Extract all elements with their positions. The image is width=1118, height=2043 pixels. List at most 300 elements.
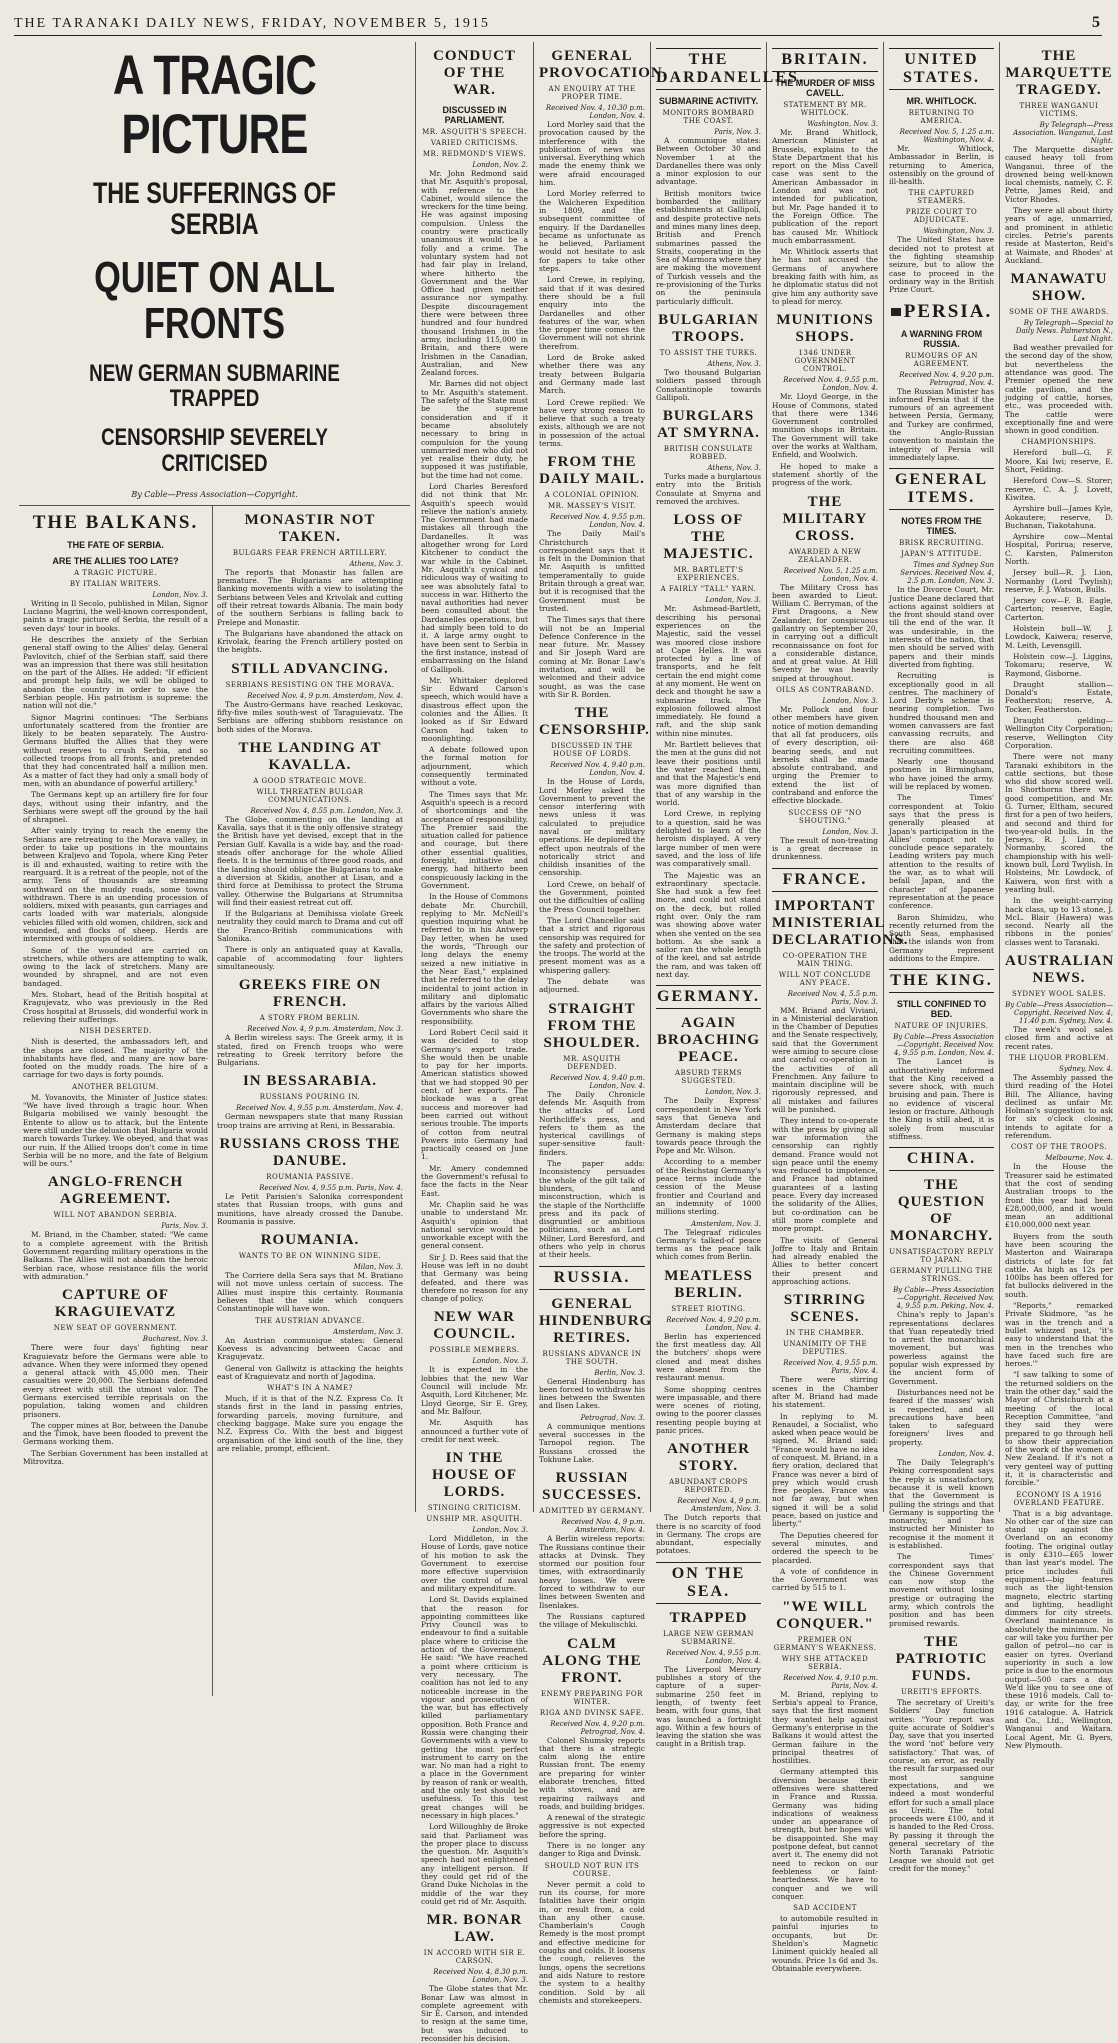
article-paragraph: Germany attempted this diversion because their offensives were shattered in France and Russia. Germany was hiding indications of weakness under an appearance of strength, but her hopes will be disappointed. She may postpone defeat, but cannot avert it. The enemy did not need to reckon on our feebleness or faint-heartedness. We have to conquer and we will conquer.	[772, 1767, 878, 1901]
dateline: London, Nov. 3.	[472, 1357, 528, 1366]
article-headline: THE CENSORSHIP.	[539, 705, 650, 739]
article-paragraph: M. Yovanovits, the Minister of Justice states: "We have lived through a tragic hour. When Bulgaria mobilised we vainly besought the Entente to allow us to attack, but the Entente were still under the delusion that Bulgaria would march towards Turkey. We obeyed, and that was our ruin. If the Allied troops don't come in time Serbia will be no more, and the fate of Belgium will be ours."	[23, 1092, 208, 1169]
article-subhead: THE LIQUOR PROBLEM.	[1009, 1053, 1109, 1062]
dateline: Washington, Nov. 3.	[923, 227, 994, 236]
column-1	[19, 506, 213, 1696]
article-paragraph: A vote of confidence in the Government was carried by 515 to 1.	[772, 1566, 878, 1593]
banner-subhead-2: QUIET ON ALL FRONTS	[94, 252, 335, 348]
article-paragraph: Mr. Brand Whitlock, American Minister at Brussels, explains to the State Department that his report on the Miss Cavell case was sent to the American Ambassador in London and was not intended for publication, but Mr. Page handed it to the Foreign Office. The publication of the report has caused Mr. Whitlock much embarrassment.	[772, 128, 878, 245]
article-paragraph: Mr. Lloyd George, in the House of Commons, stated that there were 1346 Government controlled munition shops in Britain. The Government will take over the works at Waltham, Enfield, and Woolwich.	[772, 392, 878, 460]
article-subhead: A COLONIAL OPINION.	[544, 491, 640, 500]
article-subhead: VARIED CRITICISMS.	[430, 139, 519, 147]
column-grid	[14, 42, 1115, 2043]
article-headline: ANOTHER STORY.	[667, 1441, 750, 1475]
article-paragraph: The reports that Monastir has fallen are premature. The Bulgarians are attempting flanking movements with a view to isolating the Serbians between Veles and Krivolak and cutting off their retreat towards Albania. The main body of the southern Serbians is falling back to Prelepe and Monastir.	[217, 567, 403, 627]
dateline: Received Nov. 4, 9.20 p.m. Petrograd, Nov. 4.	[550, 1719, 645, 1736]
article-paragraph: Berlin has experienced the first meatless day. All the butchers' shops were closed and meat dishes were absent from the restaurant menus.	[656, 1331, 761, 1383]
article-headline: STIRRING SCENES.	[783, 1292, 867, 1326]
article-paragraph: The visits of General Joffre to Italy and Britain had already enabled the Allies to better concert their present and approaching actions.	[772, 1235, 878, 1287]
article-paragraph: Mrs. Stobart, head of the British hospital at Kragujevatz, who was previously in the Red Cross hospital at Brussels, did wonderful work in relieving their sufferings.	[23, 990, 208, 1024]
article-paragraph: The Germans kept up an artillery fire for four days, without using their infantry, and the Serbians were swept off the ground by the hail of shrapnel.	[23, 790, 208, 825]
article-paragraph: German newspapers state that many Russian troop trains are arriving at Reni, in Bessarabia.	[217, 1112, 403, 1130]
dateline: Melbourne, Nov. 4.	[1045, 1154, 1113, 1163]
article-paragraph: Mr. Whitlock, Ambassador in Berlin, is returning to America, ostensibly on the ground of ill-health.	[889, 144, 994, 187]
advertisement-headline: SHOULD NOT RUN ITS COURSE.	[544, 1861, 640, 1878]
section-headline: UNITED STATES.	[889, 48, 994, 90]
article-subhead: MR. MASSEY'S VISIT.	[547, 502, 636, 511]
article-paragraph: "Reports," remarked Private Skidmore, "as he was in the trench and a bullet whizzed past, 'it's easy to understand that the men in the trenches who have faced such fire are heroes.'"	[1005, 1301, 1113, 1369]
article-subhead: A TRAGIC PICTURE.	[74, 568, 157, 577]
section-headline: RUSSIA.	[539, 1266, 645, 1290]
article-headline: STRAIGHT FROM THE SHOULDER.	[543, 1000, 641, 1051]
article-paragraph: The secretary of Ureiti's Soldiers' Day function writes: "Your report was quite accurate of Soldier's Day, save that you inserted the word 'not' before very satisfactory.' That was, of course, an error, as really the result far surpassed our most sanguine expectations, and we indeed a most wonderful effort for such a small place as Ureiti. The total proceeds were £100, and it is handed to the Red Cross. By passing it through the general secretary of the North Taranaki Patriotic League we should not get credit for the money."	[889, 1697, 994, 1873]
article-headline: CONDUCT OF THE WAR.	[433, 48, 516, 98]
article-subhead: UNSATISFACTORY REPLY TO JAPAN.	[889, 1248, 994, 1265]
article-paragraph: Lord Crewe, on behalf of the Government, pointed out the difficulties of calling the Press Council together.	[539, 879, 645, 914]
article-subhead: IN ACCORD WITH SIR E. CARSON.	[423, 1949, 526, 1966]
article-paragraph: A Berlin wireless says: The Greek army, it is stated, fired on French troops who were retreating to Greek territory before the Bulgarians.	[217, 1033, 403, 1068]
article-headline: AUSTRALIAN NEWS.	[1005, 953, 1115, 987]
article-subhead: MR. REDMOND'S VIEWS.	[422, 150, 527, 158]
article-subhead: CHAMPIONSHIPS.	[1021, 438, 1097, 447]
article-headline: THE MILITARY CROSS.	[782, 493, 868, 544]
banner-subhead-1: THE SUFFERINGS OF SERBIA	[92, 176, 337, 242]
dateline: Amsterdam, Nov. 3.	[333, 1327, 403, 1336]
article-headline: ROUMANIA.	[260, 1232, 360, 1249]
dateline: Received Nov. 4, 9.20 p.m. London, Nov. 4.	[666, 1315, 761, 1332]
front-columns	[19, 505, 410, 1696]
article-headline: RUSSIAN SUCCESSES.	[542, 1470, 642, 1504]
article-subhead: STATEMENT BY MR. WHITLOCK.	[783, 101, 867, 117]
advertisement-headline: ECONOMY IS A 1916 OVERLAND FEATURE.	[1013, 1490, 1105, 1507]
article-headline: AGAIN BROACHING PEACE.	[656, 1015, 761, 1066]
article-headline: THE LANDING AT KAVALLA.	[238, 739, 382, 773]
article-subhead: A FAIRLY "TALL" YARN.	[660, 585, 757, 594]
article-subhead: AN ENQUIRY AT THE PROPER TIME.	[548, 85, 636, 101]
article-paragraph: It is expected in the lobbies that the new War Council will include Mr. Asquith, Lord Kitchener, Mr. Lloyd George, Sir E. Grey, and Mr. Balfour.	[421, 1365, 528, 1416]
article-subhead: WILL NOT ABANDON SERBIA.	[53, 1211, 178, 1220]
article-headline: BURGLARS AT SMYRNA.	[657, 408, 760, 442]
article-subhead: WHAT'S IN A NAME?	[267, 1384, 353, 1393]
article-paragraph: The Assembly passed the third reading of the Hotel Bill. The Alliance, having declined as unfair Mr. Holman's suggestion to ask for six o'clock closing, intends to agitate for a referendum.	[1005, 1072, 1113, 1141]
article-paragraph: Jersey bull—R. J. Lion, Normanby (Lord Twylish); reserve, F. J. Watson, Bulls.	[1005, 568, 1113, 594]
article-headline: GENERAL PROVOCATION.	[539, 48, 668, 81]
article-paragraph: After vainly trying to reach the enemy the Serbians are retreating to the Morava valley, in order to take up positions in the mountains between Kraljevo and Topola, where King Peter is ill and exhausted, waiting to retire with the rearguard. It is a retreat of the people, not of the army. Tens of thousands are streaming southward on the muddy roads, some towns withdrawn. There is an unending procession of soldiers, mixed with peasants, gun carriages and carts loaded with war materials, alongside vehicles filled with old women, children, sick and wounded, and flocks of sheep. Herds are intermixed with groups of soldiers.	[23, 826, 208, 944]
article-paragraph: A Berlin wireless reports: The Russians continue their attacks at Dvinsk. They stormed our position four times, with extraordinarily heavy losses. We were forced to withdraw to our lines between Swenten and Ilsenlakes.	[539, 1534, 645, 1610]
article-subhead: TO ASSIST THE TURKS.	[659, 348, 758, 357]
dateline: By Cable—Press Association—Copyright. Received Nov. 4, 11.40 p.m. Sydney, Nov. 4.	[1005, 1001, 1113, 1026]
article-headline: RUSSIANS CROSS THE DANUBE.	[219, 1136, 401, 1169]
article-subhead: SYDNEY WOOL SALES.	[1011, 990, 1107, 999]
article-paragraph: Draught stallion—Donald's Estate, Featherston; reserve, A. Tocker, Featherston.	[1005, 679, 1113, 714]
article-paragraph: There were not many Taranaki exhibitors in the cattle sections, but those who did show scored well. In Shorthorns there was good competition, and Mr. G. Turner, Eltham, secured first for a pen of two heifers, and second and third for two-year-old bulls. In the Jerseys, R. J. Lion, of Normanby, scored the championship with his well-known bull, Lord Twylish. In Holsteins, Mr. Lowdock, of Kaiwera, won first with a yearling bull.	[1005, 752, 1113, 894]
article-subhead: SOME OF THE AWARDS.	[1009, 308, 1109, 317]
article-paragraph: M. Briand, replying to Serbia's appeal to France, says that the first moment they wanted help against Germany's enterprise in the Balkans it would attest the German failure in the principal theatres of hostilities.	[772, 1689, 878, 1766]
section-headline: BRITAIN.	[772, 48, 878, 72]
dateline: Received Nov. 4, 9.55 p.m. London, Nov. 4.	[666, 1648, 761, 1665]
article-paragraph: Mr. Pollock and four other members have given notice of motion demanding that all fat producers, oils of every description, oil-bearing seeds, and nut kernels shall be made absolute contraband, and urging the Premier to extend the list of contraband and enforce the effective blockade.	[772, 705, 878, 806]
article-paragraph: Writing in Il Secolo, published in Milan, Signor Luciano Magrini, the well-known correspondent, paints a tragic picture of Serbia, the result of a seven days' tour in books.	[23, 598, 208, 633]
dateline: Received Nov. 5, 1.25 a.m. London, Nov. 4.	[783, 566, 878, 583]
dateline: Athens, Nov. 3.	[707, 464, 761, 473]
article-subhead: ABUNDANT CROPS REPORTED.	[669, 1478, 748, 1495]
article-headline: MUNITIONS SHOPS.	[776, 312, 874, 346]
article-paragraph: The week's wool sales closed firm and active at recent rates.	[1005, 1025, 1113, 1051]
dateline: Received Nov. 4, 9.55 p.m. London, Nov. 4.	[783, 376, 878, 393]
section-headline: CHINA.	[889, 1147, 994, 1171]
advertisement-text: That is a big advantage. No other car of the size can stand up against the Overland on an economy footing. The original outlay is only £310—£65 lower than last year's model. The price includes full equipment—big features such as the light-tension magneto, electric starting and lighting, headlight dimmers for city streets. Overland maintenance is absolutely the minimum. No car will take you further per gallon of petrol—no car is easier on tyres. Overland superiority in such a low price is due to the enormous output—500 cars a day. We'd like you to see one of these 1916 models. Call to-day, or write for the free 1916 catalogue. A. Hatrick and Co., Ltd., Wellington, Wanganui and Waitara. Local Agent, Mr. G. Byers, New Plymouth.	[1005, 1508, 1113, 1750]
dateline: Milan, Nov. 3.	[353, 1263, 403, 1272]
article-paragraph: Le Petit Parisien's Salonika correspondent states that Russian troops, with guns and munitions, have already crossed the Danube. Roumania is passive.	[217, 1192, 403, 1226]
article-paragraph: A communique mentions several successes in the Tarnopol region. The Russians crossed the Tokhune Lake.	[539, 1421, 645, 1464]
article-paragraph: In the House of Lords, Lord Morley asked the Government to prevent the censor interfering with news unless it was calculated to prejudice naval or military operations. He deplored the effect upon neutrals of the notorically strict and childish insanities of the censorship.	[539, 777, 645, 878]
article-paragraph: Ayrshire cow—Mental Hospital, Porirua; reserve, C. Karsten, Palmerston North.	[1005, 532, 1113, 566]
article-subhead: PRIZE COURT TO ADJUDICATE.	[905, 208, 978, 225]
article-headline: FROM THE DAILY MAIL.	[539, 454, 645, 488]
article-paragraph: Lord Morley referred to the Walcheren Expedition in 1809, and the subsequent committee of enquiry. If the Dardanelles became as unfortunate as he believed, Parliament would not hesitate to ask for papers to take other steps.	[539, 189, 645, 274]
article-subhead: STINGING CRITICISM.	[427, 1504, 522, 1513]
article-subhead: NOTES FROM THE TIMES.	[901, 516, 982, 537]
article-paragraph: Colonel Shumsky reports that there is a strategic calm along the entire Russian front. The enemy are preparing for winter elaborate trenches, fitted with stoves, and are repairing railways and roads, and building bridges.	[539, 1735, 645, 1811]
dateline: London, Nov. 3.	[822, 697, 878, 706]
article-paragraph: A debate followed upon the formal motion for adjournment, which consequently terminated without a vote.	[421, 745, 528, 788]
banner-headline: A TRAGIC PICTURE	[112, 43, 317, 165]
article-paragraph: In replying to M. Renaudel, a Socialist, who asked when peace would be signed, M. Briand said: "France would have no idea of conquest. M. Briand, in a fiery oration, declared that France was never a bird of prey which would crush free peoples. France was not far away, but when signed it will be a solid peace, based on justice and liberty."	[772, 1411, 878, 1529]
article-headline: GREEKS FIRE ON FRENCH.	[238, 977, 382, 1011]
article-headline: THE QUESTION OF MONARCHY.	[889, 1177, 994, 1245]
dateline: Bucharest, Nov. 3.	[142, 1335, 208, 1344]
dateline: Received Nov. 4, 9.20 p.m. Petrograd, Nov. 4.	[899, 370, 994, 387]
article-subhead: OILS AS CONTRABAND.	[776, 686, 874, 695]
article-paragraph: Hereford Cow—S. Storer; reserve, C. A. J. Lovett, Kiwitea.	[1005, 476, 1113, 502]
article-headline: STILL ADVANCING.	[231, 660, 389, 677]
front-section	[14, 42, 416, 1512]
article-paragraph: The Times says that there will not be an Imperial Defence Conference in the near future. Mr. Massey and Sir Joseph Ward are coming at Mr. Bonar Law's invitation, and will be welcomed and their advice sought, as was the case with Sir R. Borden.	[539, 615, 645, 699]
section-headline: GENERAL ITEMS.	[889, 468, 994, 510]
section-headline: GERMANY.	[656, 985, 761, 1009]
article-headline: MANAWATU SHOW.	[1010, 271, 1108, 305]
article-paragraph: Lord Crewe replied: We have very strong reason to believe that such a treaty exists, although we are not in possession of the actual terms.	[539, 397, 645, 448]
dateline: Received Nov. 5, 1.25 a.m. Washington, Nov. 4.	[899, 128, 994, 144]
article-paragraph: He describes the anxiety of the Serbian general staff owing to the Allies' delay. General Pavlovitch, chief of the Serbian staff, said there was an impression that there was still hesitation on the part of the Allies. He added: "If efficient and prompt help fails, we will be obliged to abandon the country in order to save the Serbian people. His patriotism is supreme: the nation will not die."	[23, 634, 208, 711]
article-headline: IN THE HOUSE OF LORDS.	[431, 1450, 518, 1501]
article-subhead: RUMOURS OF AN AGREEMENT.	[905, 351, 978, 368]
article-subhead: THE AUSTRIAN ADVANCE.	[255, 1316, 365, 1325]
article-paragraph: The debate was adjourned.	[539, 977, 645, 995]
dateline: London, Nov. 2.	[472, 161, 528, 169]
article-subhead: ARE THE ALLIES TOO LATE?	[52, 555, 179, 566]
article-subhead: ADMITTED BY GERMANY.	[539, 1507, 645, 1516]
dateline: Received Nov. 4, 5.5 p.m. Paris, Nov. 3.	[787, 989, 878, 1006]
article-subhead: MR. BARTLETT'S EXPERIENCES.	[673, 566, 744, 583]
article-subhead: LARGE NEW GERMAN SUBMARINE.	[663, 1629, 754, 1646]
article-paragraph: The Russians captured the village of Mekulischki.	[539, 1611, 645, 1630]
article-paragraph: The Times' correspondent at Tokio says that the press is generally pleased at Japan's participation in the Allies' compact not to conclude peace separately. Leading writers pay much attention to the results of the war, as to what will befall Japan, and the character of Japanese representation at the peace conference.	[889, 793, 994, 911]
article-paragraph: Lord St. Davids explained that the reason for appointing committees like Privy Council was to endeavour to find a suitable place where to criticise the action of the Government. He said: "We have reached a point where criticism is very necessary. The coalition has not led to any noticeable increase in the vigour and prosecution of the war, but has effectively killed parliamentary opposition. Both France and Russia were changing their Governments with a view to getting the most perfect instrument to carry on the war. No man had a right to a place in the Government by reason of rank or wealth, and the only test should be usefulness. To this test great changes will be necessary in high places."	[421, 1595, 528, 1820]
article-subhead: JAPAN'S ATTITUDE.	[901, 550, 982, 559]
article-paragraph: The Times says that Mr. Asquith's speech is a record of shortcomings and the acceptance of responsibility. The Premier said the situation called for patience and courage, but there other essential qualities, foresight, initiative and energy, had hitherto been conspicuously lacking in the Government.	[421, 789, 528, 890]
article-subhead: MR. ASQUITH'S SPEECH.	[422, 128, 527, 136]
article-subhead: SERBIANS RESISTING ON THE MORAVA.	[225, 680, 395, 689]
dateline: Received Nov. 4, 9.55 p.m. Amsterdam, Nov. 4.	[236, 1104, 403, 1113]
article-subhead: COST OF THE TROOPS.	[1010, 1143, 1108, 1152]
article-subhead: THE MURDER OF MISS CAVELL.	[775, 78, 875, 98]
article-headline: THE BALKANS.	[32, 511, 199, 533]
dateline: London, Nov. 3.	[705, 1088, 761, 1097]
article-paragraph: General Hindenburg has been forced to withdraw his lines between the Swenten and Ilsen Lakes.	[539, 1376, 645, 1411]
article-headline: MEATLESS BERLIN.	[664, 1267, 753, 1301]
dateline: Received Nov. 4, 9.10 p.m. Paris, Nov. 4.	[783, 1673, 878, 1690]
article-subhead: A GOOD STRATEGIC MOVE.	[253, 776, 367, 785]
column-4	[534, 42, 668, 2005]
article-subhead: CO-OPERATION THE MAIN THING.	[782, 951, 868, 968]
article-subhead: PREMIER ON GERMANY'S WEAKNESS.	[773, 1635, 877, 1652]
dateline: Received Nov. 4, 10.30 p.m. London, Nov. 4.	[545, 104, 645, 120]
page-number: 5	[1092, 14, 1102, 31]
article-subhead: NEW SEAT OF GOVERNMENT.	[53, 1324, 178, 1333]
article-paragraph: Bad weather prevailed for the second day of the show, but nevertheless the attendance was good. The Premier opened the new cattle pavilion, and the judging of cattle, horses, etc., was proceeded with. The cattle were exceptionally fine and were shown in good condition.	[1005, 343, 1113, 436]
article-subhead: RUSSIANS POURING IN.	[259, 1093, 361, 1102]
article-subhead: A WARNING FROM RUSSIA.	[900, 328, 983, 349]
dateline: London, Nov. 4.	[938, 1450, 994, 1459]
article-paragraph: The Majestic was an extraordinary spectacle. She had sunk a few feet more, and could not stand on the deck, but rolled right over. Only the ram was showing above water when she vented on the sea bottom. As she sank a sailor ran the whole length of the keel, and sat astride the ram, and was taken off next day.	[656, 870, 761, 980]
article-paragraph: The Daily Mail's Christchurch correspondent says that it is felt in the Dominion that Mr. Asquith is unfitted temperamentally to guide Britain through a great war, but it is recognised that the Government must be trusted.	[539, 529, 645, 613]
article-headline: TRAPPED	[669, 1609, 748, 1626]
column-3	[416, 42, 534, 2043]
dateline: Received Nov. 4, 8.55 p.m. London, Nov. 3.	[250, 806, 403, 815]
article-paragraph: Recruiting is exceptionally good in all centres. The machinery of Lord Derby's scheme is nearing completion. Two hundred thousand men and women canvassers are fast canvassing recruits, and there are also 468 recruiting committees.	[889, 671, 994, 755]
article-paragraph: The Globe, commenting on the landing at Kavalla, says that it is the only offensive strategy the British have yet devised, except that in the Persian Gulf. Kavalla is a wide bay, and the road-steads offer anchorage for the whole Allied fleets. It is the terminus of three good roads, and the landing should oblige the Bulgarians to make a diversion at Skidis, another at Lisan, and a third force at Demihissa to protect the Struma valley. Otherwise the Bulgarians at Strumnitsa will find their easiest retreat cut off.	[217, 814, 403, 907]
article-paragraph: Holstein bull—W. J. Lowdock, Kaiwera; reserve, M. Leith, Levensgill.	[1005, 624, 1113, 650]
article-subhead: RUSSIANS ADVANCE IN THE SOUTH.	[542, 1349, 642, 1366]
dateline: London, Nov. 3.	[822, 827, 878, 836]
dateline: Received Nov. 4, 9 p.m. Amsterdam, Nov. 4.	[247, 691, 403, 700]
article-paragraph: Turks made a burglarious entry into the British Consulate at Smyrna and removed the archives.	[656, 472, 761, 507]
article-paragraph: In the House of Commons debate Mr. Churchill, replying to Mr. McNeill's question inquiring what he referred to in his Antwerp Day letter, when he used the words, "Through our long delays the enemy seized a new initiative in the Near East," explained that he referred to the delay incidental to joint action in military and diplomatic affairs by the various Allied Governments who share the responsibility.	[421, 892, 528, 1026]
article-paragraph: The United States have decided not to protest at the fighting steamship seizure, but to allow the case to proceed in the ordinary way in the British Prize Court.	[889, 235, 994, 295]
article-subhead: DISCUSSED IN PARLIAMENT.	[442, 105, 507, 125]
article-paragraph: Lord de Broke asked whether there was any treaty between Bulgaria and Germany made last March.	[539, 353, 645, 396]
article-paragraph: The Globe states that Mr. Bonar Law was almost in complete agreement with Sir E. Carson, and intended to resign at the same time, but was induced to reconsider his decision.	[421, 1984, 528, 2043]
article-headline: CALM ALONG THE FRONT.	[542, 1635, 642, 1686]
dateline: London, Nov. 3.	[472, 1526, 528, 1535]
article-paragraph: There is only an antiquated quay at Kavalla, capable of accommodating four lighters simultaneously.	[217, 945, 403, 971]
article-subhead: UNANIMITY OF THE DEPUTIES.	[782, 1340, 868, 1357]
banner-subhead-4: CENSORSHIP SEVERELY CRITICISED	[101, 424, 328, 477]
article-subhead: SUCCESS OF "NO SHOUTING."	[788, 808, 862, 825]
article-paragraph: The Deputies cheered for several minutes, and ordered the speech to be placarded.	[772, 1530, 878, 1565]
article-paragraph: Nish is deserted, the ambassadors left, and the shops are closed. The majority of the inhabitants have fled, and many are now bare-footed on the muddy roads. The hire of a carriage for two days is forty pounds.	[23, 1037, 208, 1080]
dateline: Times and Sydney Sun Services. Received Nov. 4, 2.5 p.m. London, Nov. 3.	[900, 561, 994, 586]
article-subhead: RIGA AND DVINSK SAFE.	[539, 1708, 645, 1717]
article-subhead: STREET RIOTING.	[671, 1304, 746, 1313]
article-paragraph: M. Briand, in the Chamber, stated: "We came to a complete agreement with the British Government regarding military operations in the Balkans. The Allies will not abandon the heroic Serbian race, whose resistance fills the world with admiration."	[23, 1230, 208, 1281]
banner-subhead-3: NEW GERMAN SUBMARINE TRAPPED	[89, 359, 340, 413]
dateline: Received Nov. 4, 9 p.m. Amsterdam, Nov. 3.	[247, 1025, 403, 1034]
dateline: Received Nov. 4, 9.55 p.m. Paris, Nov. 4.	[783, 1359, 878, 1376]
dateline: Received Nov. 4, 9.55 p.m. London, Nov. 4.	[550, 513, 645, 530]
article-paragraph: According to a member of the Reichstag Germany's peace terms include the cession of the Meuse frontier and Courland and an indemnity of 1000 millions sterling.	[656, 1157, 761, 1217]
dateline: Received Nov. 4, 9.40 p.m. London, Nov. 4.	[550, 761, 645, 778]
article-paragraph: A renewal of the strategic aggressive is not expected before the spring.	[539, 1813, 645, 1839]
article-headline: ANGLO-FRENCH AGREEMENT.	[47, 1174, 184, 1208]
article-paragraph: Ayrshire bull—James Kyle, Aokautere; reserve, D. Buchanan, Tiakotahuna.	[1005, 504, 1113, 530]
article-paragraph: If the Bulgarians at Demihissa violate Greek neutrality they could march to Drama and cut off the Franco-British communications with Salonika.	[217, 909, 403, 944]
article-paragraph: Much, if it is that of the N.Z. Express Co. It stands first in the land in passing entries, forwarding parcels, moving furniture, and checking baggage. Make sure you engage the N.Z. Express Co. With the best and biggest organisation of the kind south of the line, they are reliable, prompt, efficient.	[217, 1394, 403, 1453]
article-headline: GENERAL HINDENBURG RETIRES.	[539, 1295, 653, 1346]
article-subhead: SUBMARINE ACTIVITY.	[658, 96, 759, 106]
article-paragraph: An Austrian communique states: General Koevess is advancing between Cacac and Kragujevatz.	[217, 1335, 403, 1362]
column-5	[651, 42, 805, 1749]
article-paragraph: Mr. Chaplin said he was unable to understand Mr. Asquith's opinion that national service would be unworkable except with the general consent.	[421, 1199, 528, 1251]
article-paragraph: China's reply to Japan's representations declares that Yuan repeatedly tried to arrest the monarchical movement, but was powerless against the popular wish expressed by the ancient form of Government.	[889, 1310, 994, 1386]
article-paragraph: The Serbian Government has been installed at Mitrovitza.	[23, 1448, 208, 1467]
article-paragraph: Lord Willoughby de Broke said that Parliament was the proper place to discuss the question. Mr. Asquith's speech had not enlightened any intelligent person. If they could get rid of the Grand Duke Nicholas in the middle of the war they could get rid of Mr. Asquith.	[421, 1822, 528, 1906]
column-6	[767, 42, 909, 1973]
advertisement-text: Never permit a cold to run its course, for more fatalities have their origin in, or result from, a cold than any other cause. Chamberlain's Cough Remedy is the most prompt and effective medicine for coughs and colds. It loosens the cough, relieves the lungs, opens the secretions and aids Nature to restore the system to a healthy condition. Sold by all chemists and storekeepers.	[539, 1879, 645, 2005]
article-subhead: UNSHIP MR. ASQUITH.	[426, 1515, 523, 1524]
advertisement-text: to automobile resulted in painful injuries to occupants, but Dr. Sheldon's Magnetic Liniment quickly healed all wounds. Price 1s 6d and 3s. Obtainable everywhere.	[772, 1914, 878, 1973]
dateline: Received Nov. 4, 8.30 p.m. London, Nov. 3.	[433, 1968, 528, 1985]
article-subhead: MONITORS BOMBARD THE COAST.	[662, 109, 755, 125]
article-paragraph: They were all about thirty years of age, unmarried, and prominent in athletic circles. Petrie's parents reside at Masterton, Reid's at Waimate, and Rhodes' at Auckland.	[1005, 206, 1113, 265]
article-paragraph: The copper mines at Bor, between the Danube and the Timok, have been flooded to prevent the Germans working them.	[23, 1420, 208, 1447]
article-paragraph: The result of non-treating is a great decrease in drunkenness.	[772, 835, 878, 862]
dateline: Berlin, Nov. 3.	[594, 1368, 645, 1377]
article-subhead: BY ITALIAN WRITERS.	[69, 579, 162, 588]
article-subhead: POSSIBLE MEMBERS.	[429, 1346, 520, 1355]
dateline: By Telegraph—Press Association. Wanganui, Last Night.	[1013, 121, 1113, 145]
article-headline: LOSS OF THE MAJESTIC.	[663, 512, 754, 563]
article-subhead: NISH DESERTED.	[79, 1027, 152, 1036]
dateline: London, Nov. 3.	[705, 596, 761, 605]
article-paragraph: The Dutch reports that there is no scarcity of food in Germany. The crops are abundant, especially potatoes.	[656, 1513, 761, 1556]
article-paragraph: There were four days' fighting near Kraguievatz before the Germans were able to advance. When they were informed they opened a general attack with 45,000 men. Their casualties were 20,000. The Serbians defended every street with still the utmost valor. The Germans exercised terrible reprisals on the population, taking women and children prisoners.	[23, 1343, 208, 1419]
article-paragraph: The Telegraaf ridicules Germany's talked-of peace terms as the peace talk which comes from Berlin.	[656, 1227, 761, 1262]
article-paragraph: In the House the Treasurer said he estimated that the cost of sending Australian troops to the front this year had been £28,000,000, and it would mean an additional £10,000,000 next year.	[1005, 1162, 1113, 1230]
article-paragraph: There is no longer any danger to Riga and Dvinsk.	[539, 1841, 645, 1859]
article-paragraph: Holstein cow—J. Liggins, Tokomaru; reserve, W. Raymond, Gisborne.	[1005, 651, 1113, 678]
advertisement-headline: SAD ACCIDENT	[793, 1904, 857, 1913]
article-paragraph: Disturbances need not be feared if the masses' wish is respected, and all precautions have been taken to safeguard foreigners' lives and property.	[889, 1387, 994, 1447]
column-2	[213, 506, 407, 1696]
masthead-title: THE TARANAKI DAILY NEWS, FRIDAY, NOVEMBER 5, 1915	[14, 16, 490, 31]
dateline: Received Nov. 4, 9 p.m. Amsterdam, Nov. 4.	[561, 1518, 645, 1535]
article-paragraph: Mr. Asquith has announced a further vote of credit for next week.	[421, 1418, 528, 1444]
article-paragraph: Mr. Whittaker deplored Sir Edward Carson's speech, which would have a disastrous effect upon the colonies and the Allies. It looked as if Sir Edward Carson had taken to moonlighting.	[421, 675, 528, 743]
article-paragraph: The Liverpool Mercury publishes a story of the capture of a super-submarine 250 feet in length, of twenty feet beam, with four guns, that was launched a fortnight ago. Within a few hours of leaving the station she was caught in a British trap.	[656, 1664, 761, 1749]
article-paragraph: The Lancet is authoritatively informed that the King received a severe shock, with much bruising and pain. There is no evidence of visceral lesion or fracture. Although the King is still abed, it is solely from muscular stiffness.	[889, 1057, 994, 1141]
article-paragraph: Mr. Whitlock asserts that he has not accused the Germans of anywhere breaking faith with him, as he diplomatic status did not give him any authority save to plead for mercy.	[772, 247, 878, 306]
article-paragraph: Some shopping centres were impassable, and there were scenes of rioting, owing to the poorer classes resenting people buying at panic prices.	[656, 1384, 761, 1435]
article-headline: THE MARQUETTE TRAGEDY.	[1005, 48, 1113, 98]
article-subhead: A STORY FROM BERLIN.	[259, 1014, 361, 1023]
article-subhead: IN THE CHAMBER.	[785, 1329, 865, 1338]
article-paragraph: Hereford bull—G. F. Moore, Kai Iwi; reserve, E. Short, Feilding.	[1005, 448, 1113, 475]
article-paragraph: The Daily Express' correspondent in New York says that Geneva and Amsterdam declare that Germany is making steps towards peace through the Pope and Mr. Wilson.	[656, 1096, 761, 1156]
article-paragraph: Nearly one thousand postmen in Birmingham, who have joined the army, will be replaced by women.	[889, 757, 994, 792]
persia-headline: PERSIA.	[903, 300, 993, 322]
article-paragraph: Mr. Amery condemned the Government's refusal to face the facts in the Near East.	[421, 1163, 528, 1198]
article-subhead: ANOTHER BELGIUM.	[72, 1082, 159, 1091]
dateline: Received Nov. 4, 9 p.m. Amsterdam, Nov. 3.	[677, 1497, 761, 1514]
dateline: Washington, Nov. 3.	[807, 120, 878, 128]
article-subhead: ROUMANIA PASSIVE.	[266, 1173, 354, 1181]
article-paragraph: The Russian Minister has informed Persia that if the rumours of an agreement between Persia, Germany, and Turkey are confirmed, the Anglo-Russian convention to maintain the integrity of Persia will immediately lapse.	[889, 386, 994, 462]
article-paragraph: The Marquette disaster caused heavy toll from Wanganui, three of the drowned being well-known local chemists, namely, C. F. Petrie, James Reid, and Victor Rhodes.	[1005, 145, 1113, 204]
masthead	[14, 14, 1102, 36]
article-subhead: DISCUSSED IN THE HOUSE OF LORDS.	[551, 742, 633, 759]
article-subhead: NATURE OF INJURIES.	[894, 1022, 989, 1031]
article-paragraph: A communique states: Between October 30 and November 1 at the Dardanelles there was only a minor explosion to our advantage.	[656, 136, 761, 187]
article-paragraph: Mr. Ashmead-Bartlett, describing his personal experiences on the Majestic, said the vessel was moored close inshore at Cape Helles. It was protected by a line of transports, and he felt certain the end might come at any moment. He went on deck and thought he saw a submarine track. The explosion followed almost immediately. He found a raft, and the ship sank within nine minutes.	[656, 604, 761, 738]
article-paragraph: In the Divorce Court, Mr. Justice Deane declared that actions against soldiers at the front should stand over till the end of the war. It was undesirable, in the interests of the nation, that men should be served with papers and their minds diverted from fighting.	[889, 585, 994, 669]
article-subhead: WILL THREATEN BULGAR COMMUNICATIONS.	[256, 787, 364, 804]
dateline: By Cable—Press Association—Copyright. Received Nov. 4, 9.55 p.m. Peking, Nov. 4.	[893, 1286, 994, 1311]
section-headline: THE KING.	[889, 969, 994, 993]
article-paragraph: Baron Shimidzu, who recently returned from the South Seas, emphasised that the islands won from Germany represent additions to the Empire.	[889, 912, 994, 963]
article-paragraph: MM. Briand and Viviani, in a Ministerial declaration in the Chamber of Deputies and the Senate respectively, said that the Government were aiming to secure close and careful co-operation in the activities of all Frenchmen. Any failure to maintain discipline will be rigorously repressed, and all mistakes and failures will be punished.	[772, 1005, 878, 1115]
dateline: Received Nov. 4, 9.40 p.m. London, Nov. 4.	[550, 1073, 645, 1090]
article-subhead: WANTS TO BE ON WINNING SIDE.	[238, 1252, 382, 1261]
article-subhead: THE FATE OF SERBIA.	[67, 539, 164, 550]
article-subhead: 1346 UNDER GOVERNMENT CONTROL.	[794, 349, 856, 374]
article-paragraph: They intend to co-operate with the press by giving all war information the censorship can rightly demand. France would not sign peace until the enemy was reduced to impotence, and France had obtained guarantees of a lasting peace. Every day increased the solidarity of the Allies, but co-ordination can be still more complete and more prompt.	[772, 1116, 878, 1234]
article-paragraph: Draught gelding—Wellington City Corporation; reserve, Wellington City Corporation.	[1005, 716, 1113, 750]
article-paragraph: "I saw talking to some of the returned soldiers on the train the other day," said the Mayor of Christchurch at a meeting of the local Reception Committee, "and they said they were prepared to go through hell to show their appreciation of the work of the women of New Zealand. If it's not a very genteel way of putting it, it is characteristic and forcible."	[1005, 1370, 1113, 1488]
dateline: Received Nov. 4, 9.55 p.m. Paris, Nov. 4.	[259, 1184, 403, 1192]
article-subhead: WILL NOT CONCLUDE ANY PEACE.	[778, 970, 872, 987]
article-paragraph: Signor Magrini continues: "The Serbians unfortunately scattered from the frontier are likely to be beaten separately. The Austro-Germans bluffed the Allies that they were without reserves to crush Serbia, and so collected troops from all fronts, and pretended that they had concentrated half a million men. As a matter of fact they had only a small body of men, with an abundance of powerful artillery."	[23, 712, 208, 788]
article-subhead: WHY SHE ATTACKED SERBIA.	[781, 1654, 869, 1671]
column-8	[1000, 42, 1118, 1750]
dateline: Amsterdam, Nov. 3.	[691, 1219, 761, 1228]
article-paragraph: The Lord Chancellor said that a strict and rigorous censorship was required for the safety and protection of the troops. The world at the present moment was as a whispering gallery.	[539, 915, 645, 975]
article-paragraph: The paper adds: Inconsistency persuades the whole of the gilt talk of blunders, and misconstruction, which is the staple of the Northcliffe press and its pack of disgruntled or ambitious politicians, such as Lord Milner, Lord Beresford, and others who yelp in chorus at their heels.	[539, 1159, 645, 1260]
article-paragraph: Lord Middleton, in the House of Lords, gave notice of his motion to ask the Government to exercise more effective supervision over the control of naval and military expenditure.	[421, 1534, 528, 1593]
article-subhead: ENEMY PREPARING FOR WINTER.	[541, 1689, 643, 1706]
article-paragraph: General von Gallwitz is attacking the heights east of Kraguievatz and north of Jagodina.	[217, 1363, 403, 1381]
article-paragraph: Lord Crewe, in replying to a question, said he was delighted to learn of the heroism displayed. A very large number of men were saved, and the loss of life was comparatively small.	[656, 809, 761, 869]
article-paragraph: There were stirring scenes in the Chamber after M. Briand had made his statement.	[772, 1375, 878, 1410]
column-7	[884, 42, 1000, 1873]
article-subhead: MR. ASQUITH DEFENDED.	[563, 1054, 621, 1071]
article-paragraph: He hoped to make a statement shortly of the progress of the work.	[772, 461, 878, 488]
article-paragraph: Lord Charles Beresford did not think that Mr. Asquith's speech would relieve the nation's anxiety. The Government had made mistakes all through the Dardanelles. It was altogether wrong for Lord Kitchener to conduct the war while in the Cabinet. Mr. Asquith's cynical and ridiculous way of waiting to see was absolutely fatal to success in war. Hitherto the naval authorities had never been consulted about the Dardanelles operations, but had simply been told to do it. A large army ought to have been sent to Serbia in the first instance, instead of embarrassing on the Island of Gallipoli.	[421, 481, 528, 674]
article-paragraph: The Daily Telegraph's Peking correspondent says the reply is unsatisfactory, because it is well known that the Government is pulling the strings and that Germany is supporting the monarchy, and has instructed her Minister to recognise it the moment it is established.	[889, 1458, 994, 1550]
article-subhead: BULGARS FEAR FRENCH ARTILLERY.	[232, 548, 388, 557]
section-headline: THE DARDANELLES.	[656, 48, 761, 90]
article-headline: IN BESSARABIA.	[242, 1073, 378, 1090]
article-subhead: MR. WHITLOCK.	[906, 96, 977, 106]
article-paragraph: Sir J. D. Rees said that the House was left in no doubt that Germany was being defeated, and there was therefore no reason for any change of policy.	[421, 1252, 528, 1304]
article-headline: NEW WAR COUNCIL.	[433, 1309, 516, 1343]
article-headline: IMPORTANT MINISTERIAL DECLARATIONS.	[772, 897, 909, 948]
article-subhead: STILL CONFINED TO BED.	[896, 999, 987, 1020]
article-subhead: BRISK RECRUITING.	[899, 539, 984, 548]
dateline: Paris, Nov. 3.	[161, 1222, 208, 1231]
article-subhead: GERMANY PULLING THE STRINGS.	[889, 1267, 994, 1284]
article-subhead: UREITI'S EFFORTS.	[900, 1687, 983, 1696]
dateline: By Cable—Press Association—Copyright. Received Nov. 4, 9.55 p.m. London, Nov. 4.	[893, 1033, 994, 1058]
article-paragraph: The Austro-Germans have reached Leskovac, fifty-five miles south-west of Taraguievatz. The Serbians are offering stubborn resistance on both sides of the Morava.	[217, 699, 403, 734]
article-paragraph: Lord Morley said that the provocation caused by the interference with the publication of news was universal. Everything which made the enemy think we were afraid encouraged him.	[539, 120, 645, 188]
article-paragraph: Mr. Barnes did not object to Mr. Asquith's statement. The safety of the State must be the supreme consideration and if it became absolutely necessary to bring in compulsion for the young unmarried men who did not yet realise their duty, he supposed it was justifiable, but the time had not come.	[421, 379, 528, 480]
article-paragraph: Two thousand Bulgarian soldiers passed through Constantinople towards Gallipoli.	[656, 367, 761, 402]
article-headline	[889, 301, 994, 323]
article-headline: MR. BONAR LAW.	[426, 1912, 523, 1946]
article-headline: THE PATRIOTIC FUNDS.	[895, 1633, 988, 1684]
